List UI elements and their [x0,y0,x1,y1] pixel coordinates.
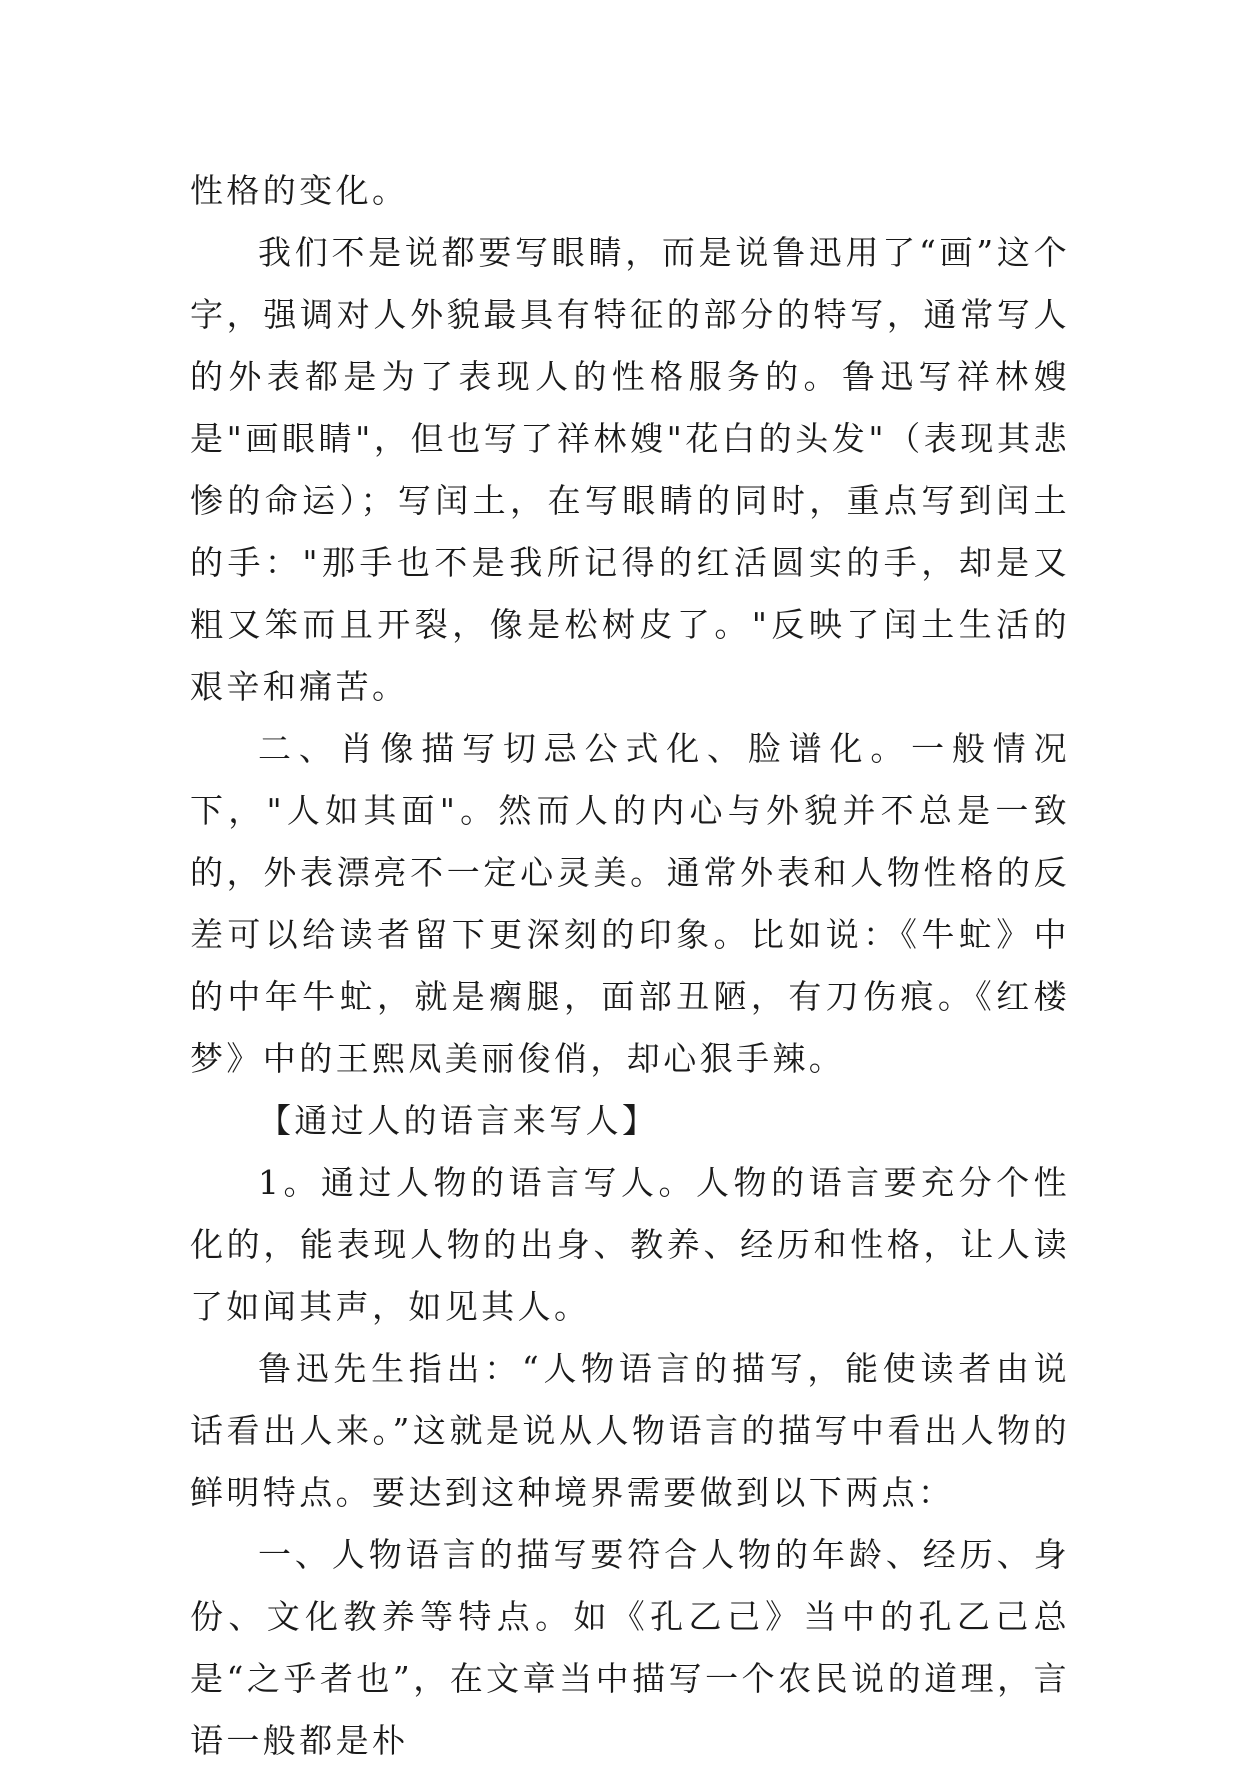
section-heading-language: 【通过人的语言来写人】 [258,1101,659,1140]
paragraph-language-age: 一、人物语言的描写要符合人物的年龄、经历、身份、文化教养等特点。如《孔乙己》当中的孔乙己总是“之乎者也”，在文章当中描写一个农民说的道理，言语一般都是朴 [190,1535,1070,1760]
paragraph-language-point-1: 1。通过人物的语言写人。人物的语言要充分个性化的，能表现人物的出身、教养、经历和性格，让人读了如闻其声，如见其人。 [190,1163,1070,1326]
paragraph-portrait-formula: 二、肖像描写切忌公式化、脸谱化。一般情况下，"人如其面"。然而人的内心与外貌并不总是一致的，外表漂亮不一定心灵美。通常外表和人物性格的反差可以给读者留下更深刻的印象。比如说：《牛虻》中的中年牛虻，就是瘸腿，面部丑陋，有刀伤痕。《红楼梦》中的王熙凤美丽俊俏，却心狠手辣。 [190,729,1070,1078]
paragraph-lu-xun-eyes: 我们不是说都要写眼睛，而是说鲁迅用了“画”这个字，强调对人外貌最具有特征的部分的特写，通常写人的外表都是为了表现人的性格服务的。鲁迅写祥林嫂是"画眼睛"，但也写了祥林嫂"花白的头发"（表现其悲惨的命运）；写闰土，在写眼睛的同时，重点写到闰土的手："那手也不是我所记得的红活圆实的手，却是又粗又笨而且开裂，像是松树皮了。"反映了闰土生活的艰辛和痛苦。 [190,233,1070,706]
paragraph-lu-xun-quote: 鲁迅先生指出：“人物语言的描写，能使读者由说话看出人来。”这就是说从人物语言的描写中看出人物的鲜明特点。要达到这种境界需要做到以下两点： [190,1349,1070,1512]
paragraph-continuation: 性格的变化。 [190,171,409,210]
body-text [190,160,1070,1772]
